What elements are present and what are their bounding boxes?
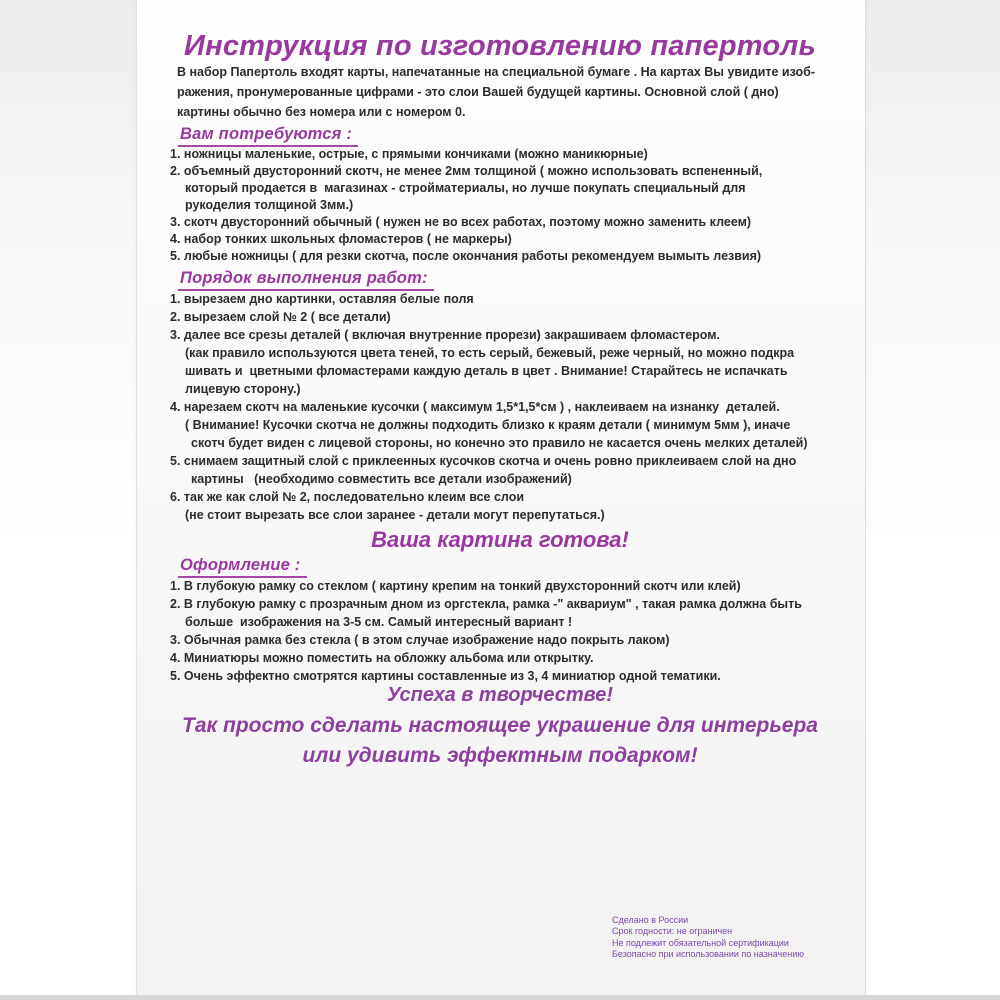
footer-line: Срок годности: не ограничен [612,926,733,937]
list-item: 3. далее все срезы деталей ( включая внутренние прорези) закрашиваем фломастером. [170,328,720,342]
list-item: 1. В глубокую рамку со стеклом ( картину крепим на тонкий двухсторонний скотч или клей) [170,579,741,593]
intro-paragraph [177,62,847,122]
list-item: 5. Очень эффектно смотрятся картины составленные из 3, 4 миниатюр одной тематики. [170,669,721,683]
list-item-continuation: шивать и цветными фломастерами каждую деталь в цвет . Внимание! Старайтесь не испачкать [185,364,788,378]
list-item-continuation: (как правило используются цвета теней, то есть серый, бежевый, реже черный, но можно подкра [185,346,795,360]
closing-slogan-line: Так просто сделать настоящее украшение для интерьера [182,714,818,737]
framing-list [170,577,802,685]
footer-line: Безопасно при использовании по назначению [612,949,804,960]
list-item: 5. любые ножницы ( для резки скотча, после окончания работы рекомендуем вымыть лезвия) [170,249,762,263]
list-item: 3. скотч двусторонний обычный ( нужен не во всех работах, поэтому можно заменить клеем) [170,215,752,229]
list-item: 3. Обычная рамка без стекла ( в этом случае изображение надо покрыть лаком) [170,633,670,647]
list-item: 4. набор тонких школьных фломастеров ( не маркеры) [170,232,512,246]
list-item: 4. нарезаем скотч на маленькие кусочки ( максимум 1,5*1,5*см ) , наклеиваем на изнанку деталей. [170,400,780,414]
list-item: 5. снимаем защитный слой с приклеенных кусочков скотча и очень ровно приклеиваем слой на дно [170,454,797,468]
section-heading-label: Порядок выполнения работ: [178,269,434,291]
text-line: ражения, пронумерованные цифрами - это слои Вашей будущей картины. Основной слой ( дно) [177,85,779,99]
work-order-list [170,290,808,524]
list-item: 1. вырезаем дно картинки, оставляя белые поля [170,292,474,306]
photo-bottom-edge [0,995,1000,1000]
picture-ready-heading: Ваша картина готова! [371,527,629,552]
list-item-continuation: картины (необходимо совместить все детали изображений) [191,472,572,486]
section-heading-framing [180,556,307,578]
document-title: Инструкция по изготовлению папертоль [184,30,816,62]
section-heading-work-order [180,269,434,291]
closing-slogan-line: или удивить эффектным подарком! [302,744,698,767]
list-item: 4. Миниатюры можно поместить на обложку альбома или открытку. [170,651,594,665]
list-item: 2. объемный двусторонний скотч, не менее 2мм толщиной ( можно использовать вспененный, [170,164,763,178]
list-item: 2. В глубокую рамку с прозрачным дном из оргстекла, рамка -" аквариум" , такая рамка должна быть [170,597,802,611]
certification-footer [612,915,872,961]
section-heading-you-will-need [180,125,358,147]
list-item-continuation: лицевую сторону.) [185,382,301,396]
text-line: картины обычно без номера или с номером 0. [177,105,466,119]
list-item-continuation: который продается в магазинах - стройматериалы, но лучше покупать специальный для [185,181,746,195]
list-item-continuation: ( Внимание! Кусочки скотча не должны подходить близко к краям детали ( минимум 5мм ), иначе [185,418,791,432]
list-item-continuation: больше изображения на 3-5 см. Самый интересный вариант ! [185,615,573,629]
list-item: 2. вырезаем слой № 2 ( все детали) [170,310,391,324]
footer-line: Не подлежит обязательной сертификации [612,937,789,948]
list-item-continuation: рукоделия толщиной 3мм.) [185,198,354,212]
section-heading-label: Оформление : [178,556,307,578]
section-heading-label: Вам потребуются : [178,125,358,147]
list-item-continuation: (не стоит вырезать все слои заранее - детали могут перепутаться.) [185,508,605,522]
footer-line: Сделано в России [612,915,689,925]
closing-wish-line: Успеха в творчестве! [386,684,614,706]
list-item: 1. ножницы маленькие, острые, с прямыми кончиками (можно маникюрные) [170,147,648,161]
list-item: 6. так же как слой № 2, последовательно клеим все слои [170,490,525,504]
you-will-need-list [170,146,762,265]
list-item-continuation: скотч будет виден с лицевой стороны, но конечно это правило не касается очень мелких деталей) [191,436,808,450]
text-line: В набор Папертоль входят карты, напечатанные на специальной бумаге . На картах Вы увидите изоб- [177,65,816,79]
